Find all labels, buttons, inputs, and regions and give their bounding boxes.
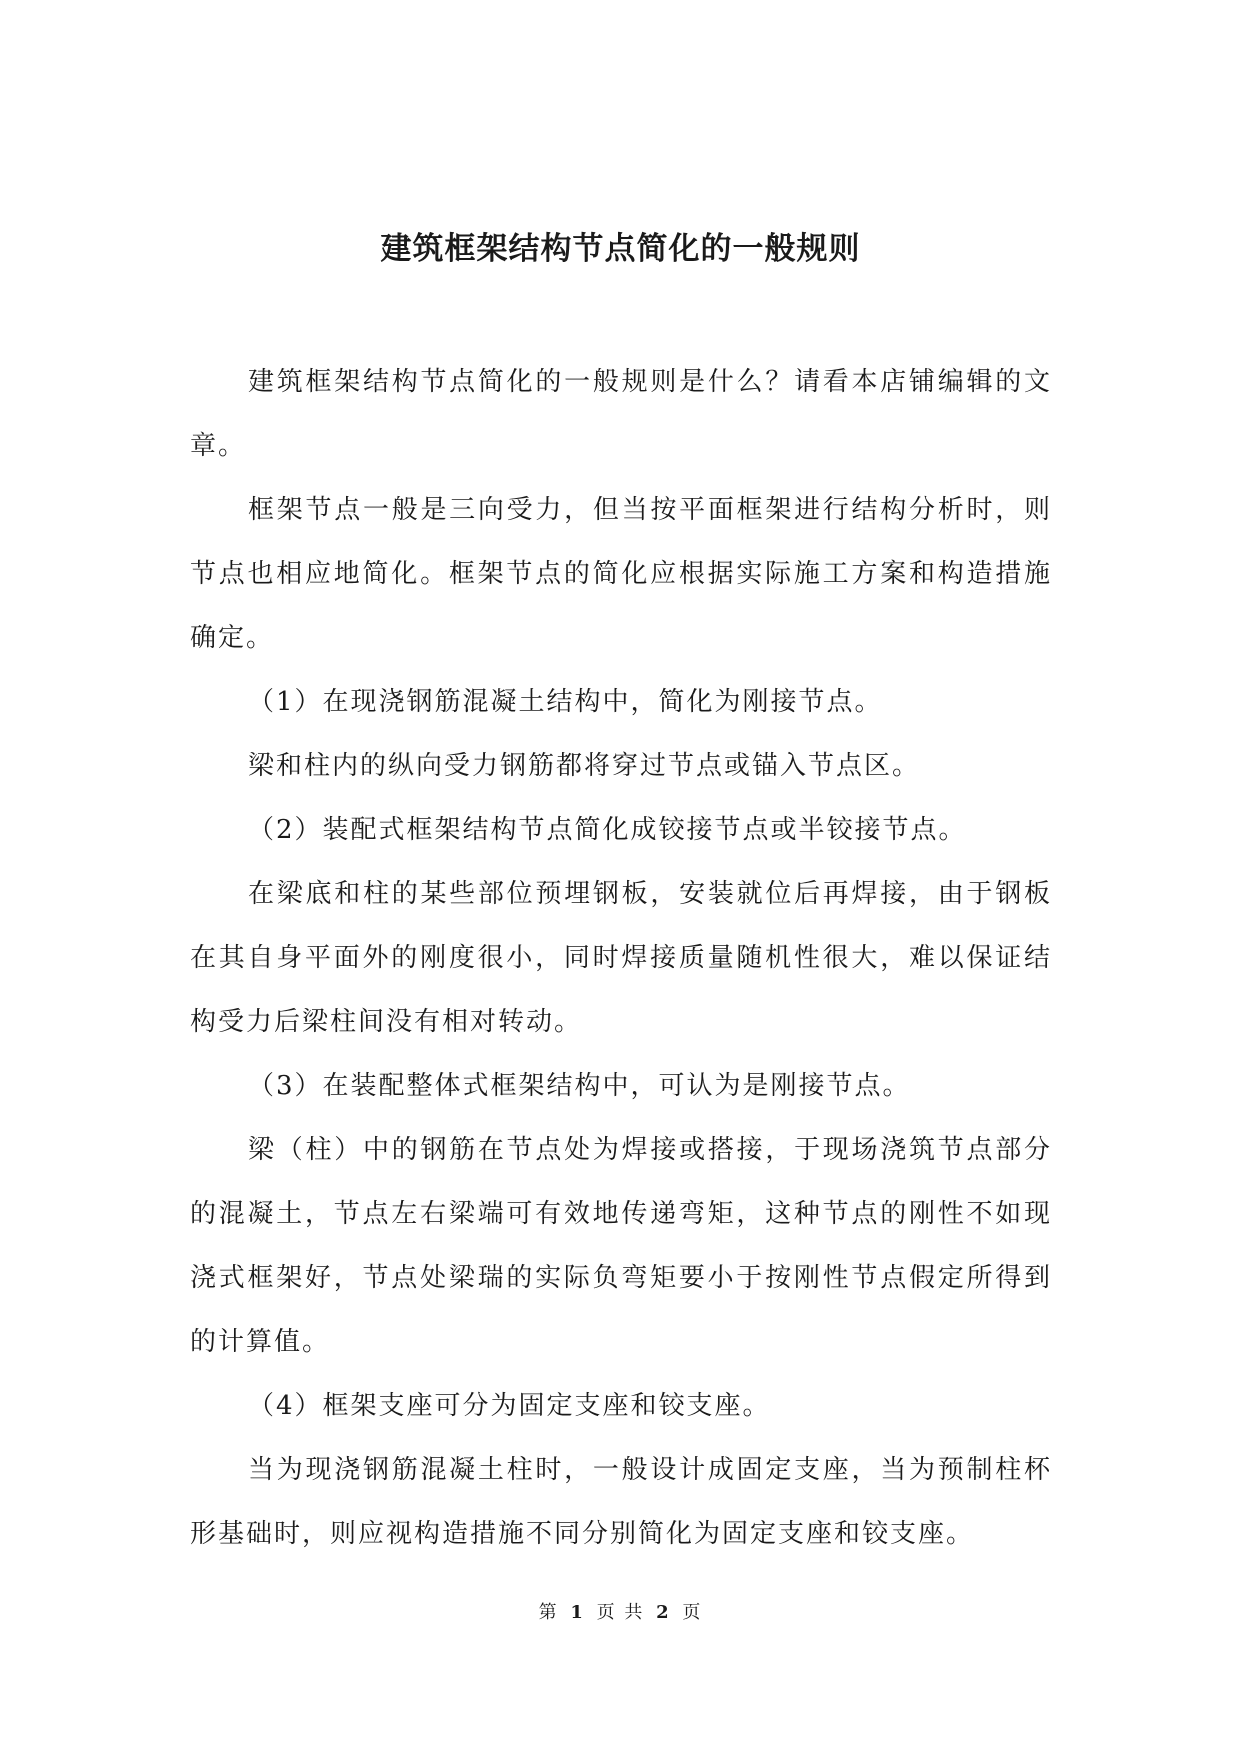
paragraph-rule-1-detail: 梁和柱内的纵向受力钢筋都将穿过节点或锚入节点区。 [248,751,921,781]
paragraph-rule-3-heading: （3）在装配整体式框架结构中，可认为是刚接节点。 [248,1071,911,1101]
page-footer [0,1601,1241,1625]
paragraph-rule-3-detail: 梁（柱）中的钢筋在节点处为焊接或搭接，于现场浇筑节点部分的混凝土，节点左右梁端可有效地传递弯矩，这种节点的刚性不如现浇式框架好，节点处梁瑞的实际负弯矩要小于按刚性节点假定所得到的计算值。 [190,1135,1052,1357]
footer-middle: 页 共 [596,1602,645,1623]
paragraph-rule-2-heading: （2）装配式框架结构节点简化成铰接节点或半铰接节点。 [248,815,967,845]
document-body [190,350,1052,1566]
paragraph-rule-4-heading: （4）框架支座可分为固定支座和铰支座。 [248,1391,771,1421]
footer-prefix: 第 [538,1602,559,1623]
paragraph-frame-nodes: 框架节点一般是三向受力，但当按平面框架进行结构分析时，则节点也相应地简化。框架节点的简化应根据实际施工方案和构造措施确定。 [190,495,1052,653]
footer-suffix: 页 [682,1602,703,1623]
document-title: 建筑框架结构节点简化的一般规则 [380,231,861,267]
total-page-count: 2 [656,1602,671,1623]
current-page-number: 1 [570,1602,585,1623]
paragraph-intro: 建筑框架结构节点简化的一般规则是什么？请看本店铺编辑的文章。 [190,367,1052,461]
paragraph-rule-4-detail: 当为现浇钢筋混凝土柱时，一般设计成固定支座，当为预制柱杯形基础时，则应视构造措施不同分别简化为固定支座和铰支座。 [190,1455,1052,1549]
paragraph-rule-1-heading: （1）在现浇钢筋混凝土结构中，简化为刚接节点。 [248,687,883,717]
paragraph-rule-2-detail: 在梁底和柱的某些部位预埋钢板，安装就位后再焊接，由于钢板在其自身平面外的刚度很小，同时焊接质量随机性很大，难以保证结构受力后梁柱间没有相对转动。 [190,879,1052,1037]
